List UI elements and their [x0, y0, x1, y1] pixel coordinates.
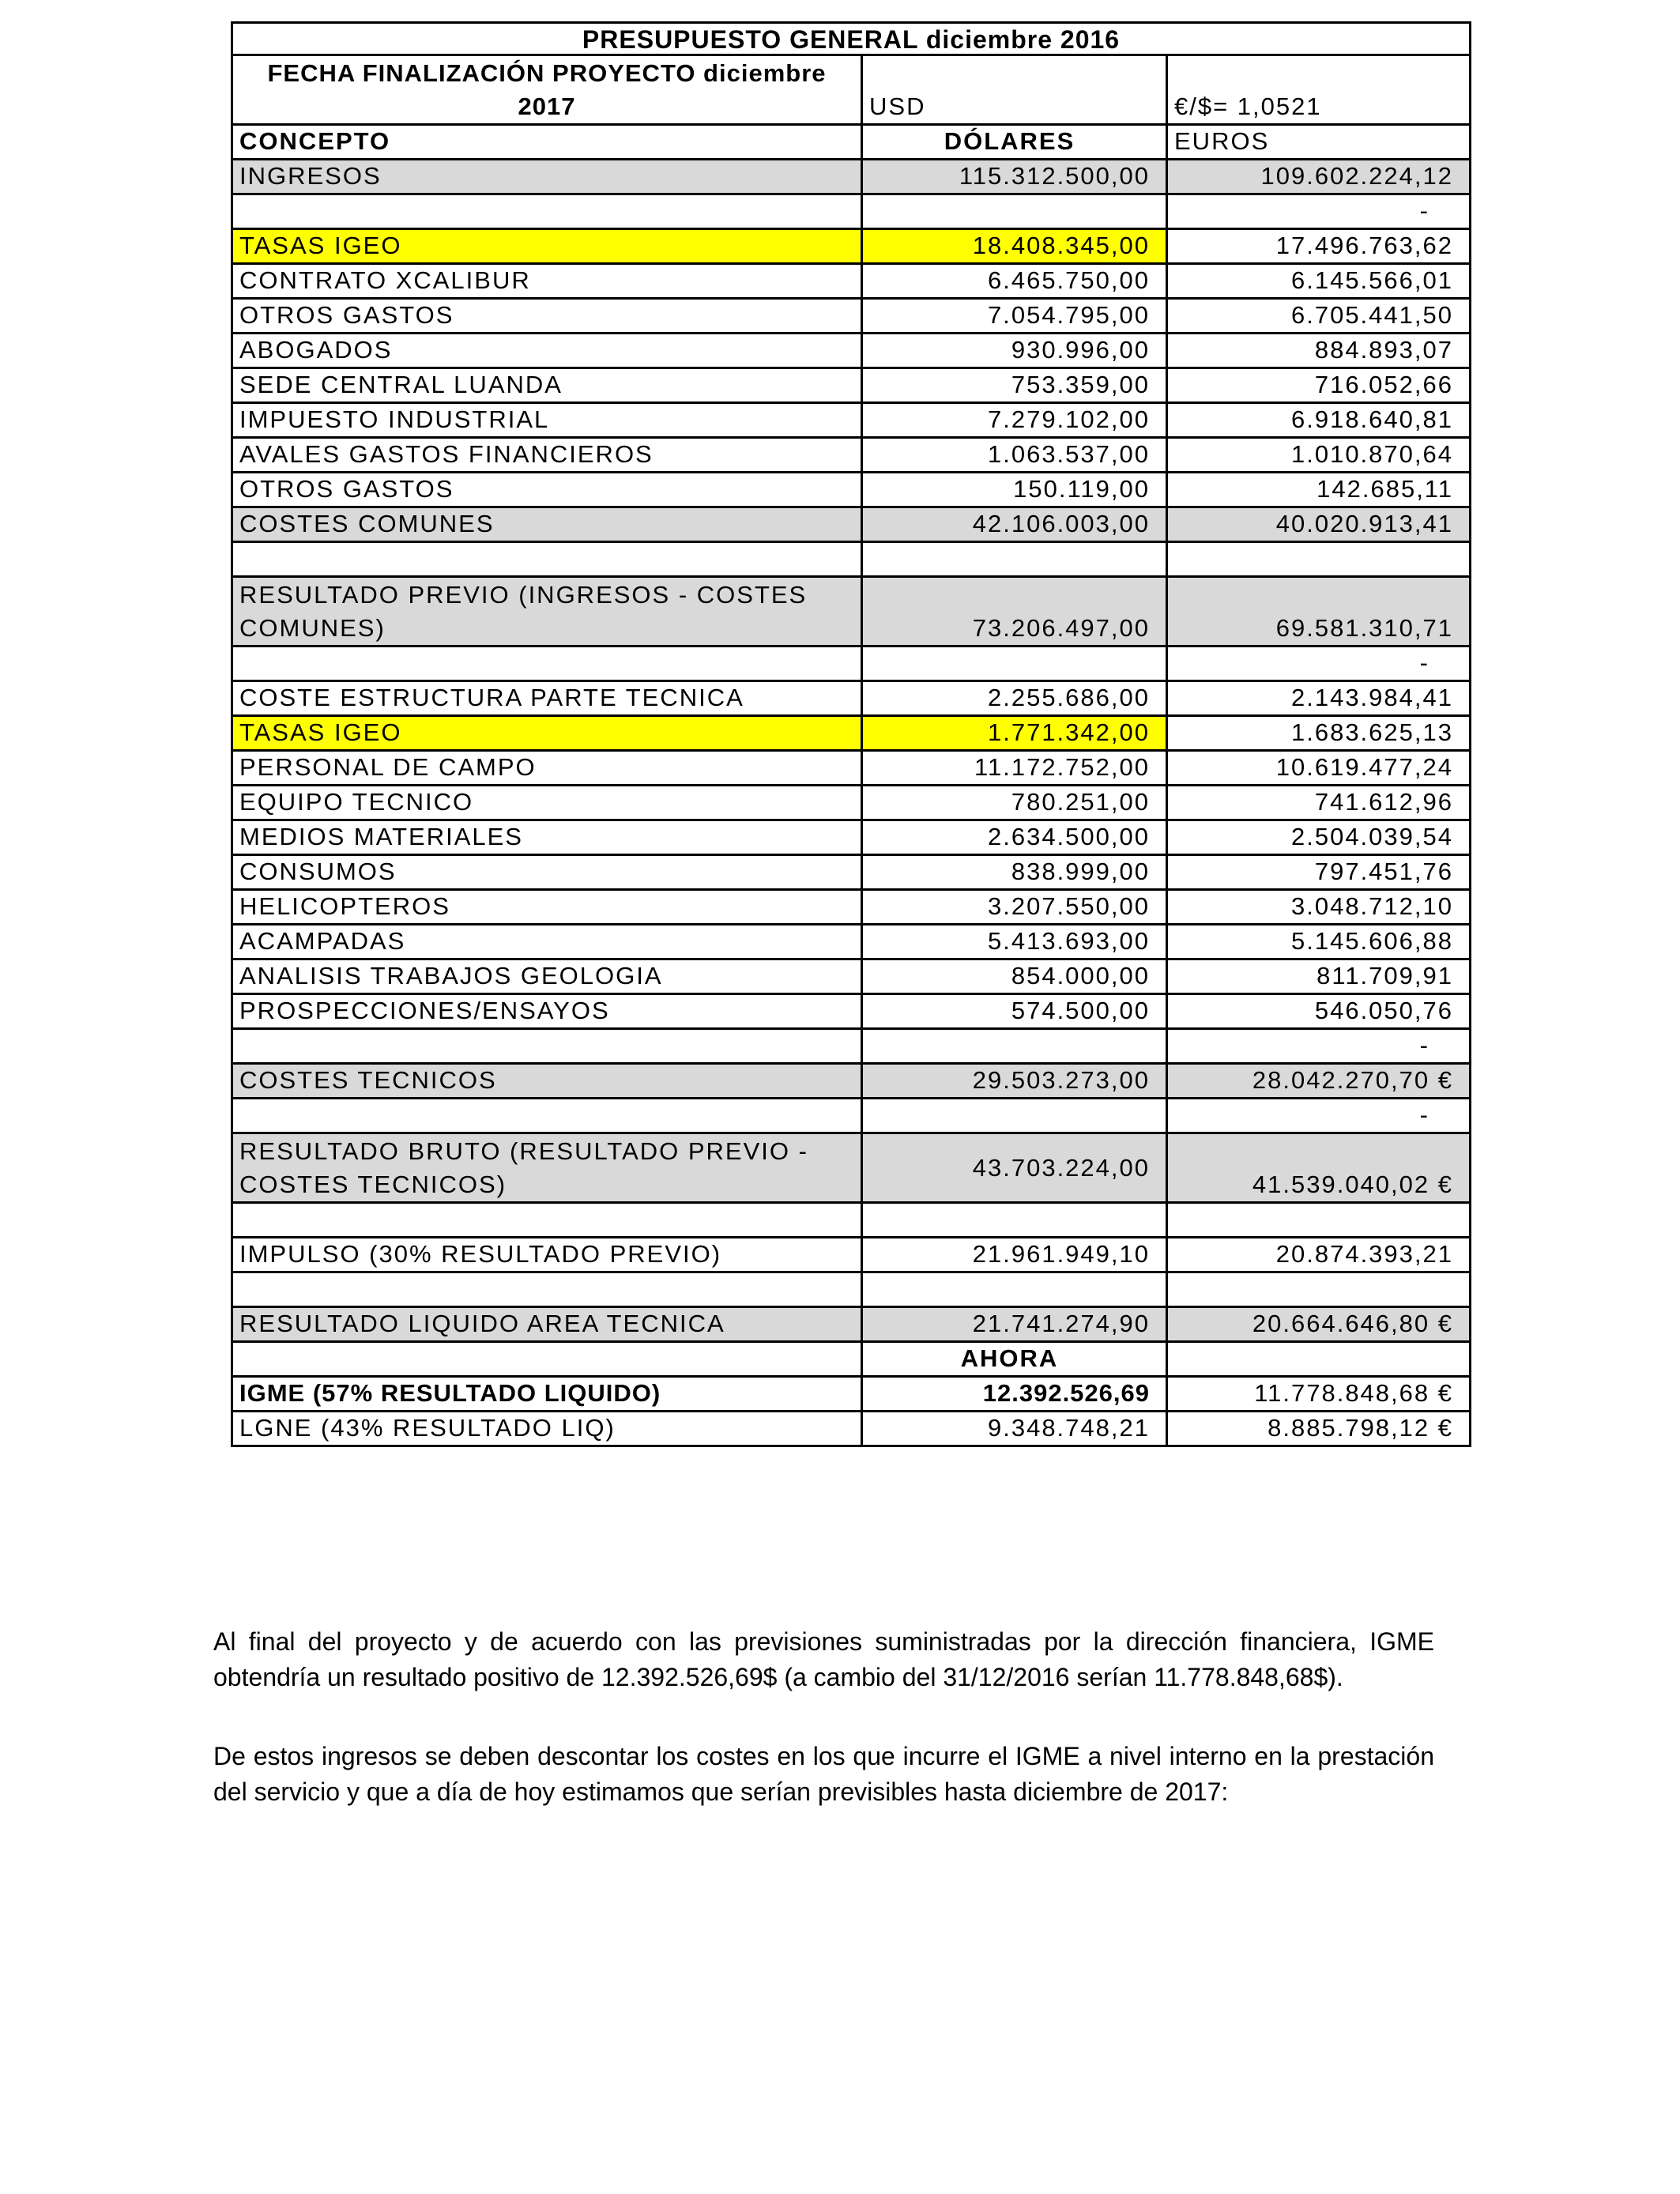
- header-row-date: [231, 56, 1471, 126]
- row-eur: 6.918.640,81: [1166, 404, 1471, 439]
- table-row: [231, 1204, 1471, 1238]
- row-eur: 17.496.763,62: [1166, 230, 1471, 265]
- header-row-columns: [231, 126, 1471, 160]
- header-project-end: FECHA FINALIZACIÓN PROYECTO diciembre 2017: [231, 56, 861, 126]
- row-eur: 142.685,11: [1166, 473, 1471, 508]
- row-eur: [1166, 543, 1471, 578]
- row-usd: 2.255.686,00: [861, 682, 1166, 717]
- header-concept: CONCEPTO: [231, 126, 861, 160]
- table-row: [231, 1065, 1471, 1099]
- row-eur: [1166, 1273, 1471, 1308]
- table-title: PRESUPUESTO GENERAL diciembre 2016: [582, 25, 1121, 54]
- table-row: [231, 821, 1471, 856]
- row-concept: [231, 647, 861, 682]
- row-eur: 741.612,96: [1166, 786, 1471, 821]
- row-eur: 109.602.224,12: [1166, 160, 1471, 195]
- row-concept: [231, 1273, 861, 1308]
- table-row: [231, 1273, 1471, 1308]
- table-row: [231, 1238, 1471, 1273]
- paragraph-result: Al final del proyecto y de acuerdo con las previsiones suministradas por la dirección financiera, IGME obtendría un resultado positivo de 12.392.526,69$ (a cambio del 31/12/2016 serían 11.778.848,68$).: [213, 1627, 1434, 1691]
- row-concept: HELICOPTEROS: [231, 891, 861, 925]
- table-row: [231, 1343, 1471, 1378]
- table-row: [231, 682, 1471, 717]
- row-eur: 2.504.039,54: [1166, 821, 1471, 856]
- row-usd: 21.961.949,10: [861, 1238, 1166, 1273]
- row-concept: CONTRATO XCALIBUR: [231, 265, 861, 300]
- table-row: [231, 925, 1471, 960]
- row-eur: 1.683.625,13: [1166, 717, 1471, 752]
- row-concept: IMPULSO (30% RESULTADO PREVIO): [231, 1238, 861, 1273]
- row-usd: 21.741.274,90: [861, 1308, 1166, 1343]
- row-usd: [861, 1030, 1166, 1065]
- budget-table: [231, 21, 1471, 1447]
- row-eur: 3.048.712,10: [1166, 891, 1471, 925]
- table-row: [231, 960, 1471, 995]
- table-row: [231, 1099, 1471, 1134]
- row-concept: TASAS IGEO: [231, 717, 861, 752]
- table-row: [231, 230, 1471, 265]
- row-usd: [861, 1273, 1166, 1308]
- row-concept: ABOGADOS: [231, 334, 861, 369]
- row-eur: 6.145.566,01: [1166, 265, 1471, 300]
- table-row: [231, 334, 1471, 369]
- row-eur: 884.893,07: [1166, 334, 1471, 369]
- row-concept: PERSONAL DE CAMPO: [231, 752, 861, 786]
- table-row: [231, 195, 1471, 230]
- row-usd: [861, 195, 1166, 230]
- row-concept: EQUIPO TECNICO: [231, 786, 861, 821]
- table-row: [231, 508, 1471, 543]
- table-row: [231, 473, 1471, 508]
- row-concept: MEDIOS MATERIALES: [231, 821, 861, 856]
- row-usd: [861, 647, 1166, 682]
- row-concept: SEDE CENTRAL LUANDA: [231, 369, 861, 404]
- row-eur: -: [1166, 195, 1471, 230]
- row-eur: [1166, 1204, 1471, 1238]
- row-concept: RESULTADO PREVIO (INGRESOS - COSTES COMUNES): [231, 578, 861, 647]
- row-usd: 780.251,00: [861, 786, 1166, 821]
- row-usd: 43.703.224,00: [861, 1134, 1166, 1204]
- table-row: [231, 369, 1471, 404]
- row-usd: [861, 543, 1166, 578]
- row-concept: [231, 195, 861, 230]
- row-usd: 574.500,00: [861, 995, 1166, 1030]
- row-concept: RESULTADO BRUTO (RESULTADO PREVIO - COSTES TECNICOS): [231, 1134, 861, 1204]
- row-eur: 5.145.606,88: [1166, 925, 1471, 960]
- row-concept: AVALES GASTOS FINANCIEROS: [231, 439, 861, 473]
- row-eur: -: [1166, 647, 1471, 682]
- row-usd: 73.206.497,00: [861, 578, 1166, 647]
- row-eur: 10.619.477,24: [1166, 752, 1471, 786]
- row-concept: COSTES TECNICOS: [231, 1065, 861, 1099]
- table-row: [231, 647, 1471, 682]
- table-row: [231, 1308, 1471, 1343]
- row-concept: [231, 1343, 861, 1378]
- row-eur: 28.042.270,70 €: [1166, 1065, 1471, 1099]
- row-concept: IGME (57% RESULTADO LIQUIDO): [231, 1378, 861, 1412]
- row-concept: [231, 1030, 861, 1065]
- row-usd: 150.119,00: [861, 473, 1166, 508]
- table-row: [231, 752, 1471, 786]
- row-usd: 3.207.550,00: [861, 891, 1166, 925]
- row-usd: 838.999,00: [861, 856, 1166, 891]
- table-row: [231, 1378, 1471, 1412]
- row-usd: 854.000,00: [861, 960, 1166, 995]
- table-row: [231, 543, 1471, 578]
- header-dollars: DÓLARES: [861, 126, 1166, 160]
- row-concept: LGNE (43% RESULTADO LIQ): [231, 1412, 861, 1447]
- header-usd: USD: [861, 56, 1166, 126]
- table-row: [231, 1030, 1471, 1065]
- row-concept: OTROS GASTOS: [231, 473, 861, 508]
- row-usd: 115.312.500,00: [861, 160, 1166, 195]
- row-usd: 1.063.537,00: [861, 439, 1166, 473]
- row-concept: RESULTADO LIQUIDO AREA TECNICA: [231, 1308, 861, 1343]
- row-concept: ACAMPADAS: [231, 925, 861, 960]
- row-concept: TASAS IGEO: [231, 230, 861, 265]
- row-eur: 2.143.984,41: [1166, 682, 1471, 717]
- row-eur: -: [1166, 1030, 1471, 1065]
- row-concept: [231, 543, 861, 578]
- paragraph-costs: De estos ingresos se deben descontar los costes en los que incurre el IGME a nivel interno en la prestación del servicio y que a día de hoy estimamos que serían previsibles hasta diciembre de 2017:: [213, 1742, 1434, 1806]
- row-usd: [861, 1204, 1166, 1238]
- row-eur: 546.050,76: [1166, 995, 1471, 1030]
- row-usd: 42.106.003,00: [861, 508, 1166, 543]
- row-eur: 69.581.310,71: [1166, 578, 1471, 647]
- row-eur: 716.052,66: [1166, 369, 1471, 404]
- row-eur: 1.010.870,64: [1166, 439, 1471, 473]
- table-row: [231, 439, 1471, 473]
- table-row: [231, 891, 1471, 925]
- row-eur: 8.885.798,12 €: [1166, 1412, 1471, 1447]
- row-concept: INGRESOS: [231, 160, 861, 195]
- row-usd: AHORA: [861, 1343, 1166, 1378]
- table-row: [231, 300, 1471, 334]
- row-usd: 11.172.752,00: [861, 752, 1166, 786]
- row-usd: 2.634.500,00: [861, 821, 1166, 856]
- header-exchange-rate: €/$= 1,0521: [1166, 56, 1471, 126]
- row-concept: CONSUMOS: [231, 856, 861, 891]
- row-usd: 29.503.273,00: [861, 1065, 1166, 1099]
- table-row: [231, 1134, 1471, 1204]
- table-row: [231, 265, 1471, 300]
- row-usd: 9.348.748,21: [861, 1412, 1166, 1447]
- table-title-row: [231, 21, 1471, 56]
- table-row: [231, 856, 1471, 891]
- row-concept: COSTE ESTRUCTURA PARTE TECNICA: [231, 682, 861, 717]
- row-eur: 20.874.393,21: [1166, 1238, 1471, 1273]
- row-eur: -: [1166, 1099, 1471, 1134]
- row-usd: 753.359,00: [861, 369, 1166, 404]
- row-concept: IMPUESTO INDUSTRIAL: [231, 404, 861, 439]
- row-usd: 5.413.693,00: [861, 925, 1166, 960]
- row-eur: 797.451,76: [1166, 856, 1471, 891]
- row-eur: 20.664.646,80 €: [1166, 1308, 1471, 1343]
- row-usd: 18.408.345,00: [861, 230, 1166, 265]
- row-usd: [861, 1099, 1166, 1134]
- row-concept: ANALISIS TRABAJOS GEOLOGIA: [231, 960, 861, 995]
- row-usd: 6.465.750,00: [861, 265, 1166, 300]
- table-row: [231, 995, 1471, 1030]
- row-eur: [1166, 1343, 1471, 1378]
- row-usd: 7.279.102,00: [861, 404, 1166, 439]
- row-usd: 12.392.526,69: [861, 1378, 1166, 1412]
- row-eur: 811.709,91: [1166, 960, 1471, 995]
- row-usd: 1.771.342,00: [861, 717, 1166, 752]
- row-eur: 41.539.040,02 €: [1166, 1134, 1471, 1204]
- row-concept: [231, 1099, 861, 1134]
- table-row: [231, 404, 1471, 439]
- row-eur: 6.705.441,50: [1166, 300, 1471, 334]
- row-usd: 7.054.795,00: [861, 300, 1166, 334]
- header-euros: EUROS: [1166, 126, 1471, 160]
- row-concept: COSTES COMUNES: [231, 508, 861, 543]
- row-usd: 930.996,00: [861, 334, 1166, 369]
- table-row: [231, 1412, 1471, 1447]
- row-eur: 40.020.913,41: [1166, 508, 1471, 543]
- table-row: [231, 717, 1471, 752]
- row-eur: 11.778.848,68 €: [1166, 1378, 1471, 1412]
- table-row: [231, 786, 1471, 821]
- row-concept: OTROS GASTOS: [231, 300, 861, 334]
- row-concept: PROSPECCIONES/ENSAYOS: [231, 995, 861, 1030]
- table-row: [231, 578, 1471, 647]
- table-row: [231, 160, 1471, 195]
- row-concept: [231, 1204, 861, 1238]
